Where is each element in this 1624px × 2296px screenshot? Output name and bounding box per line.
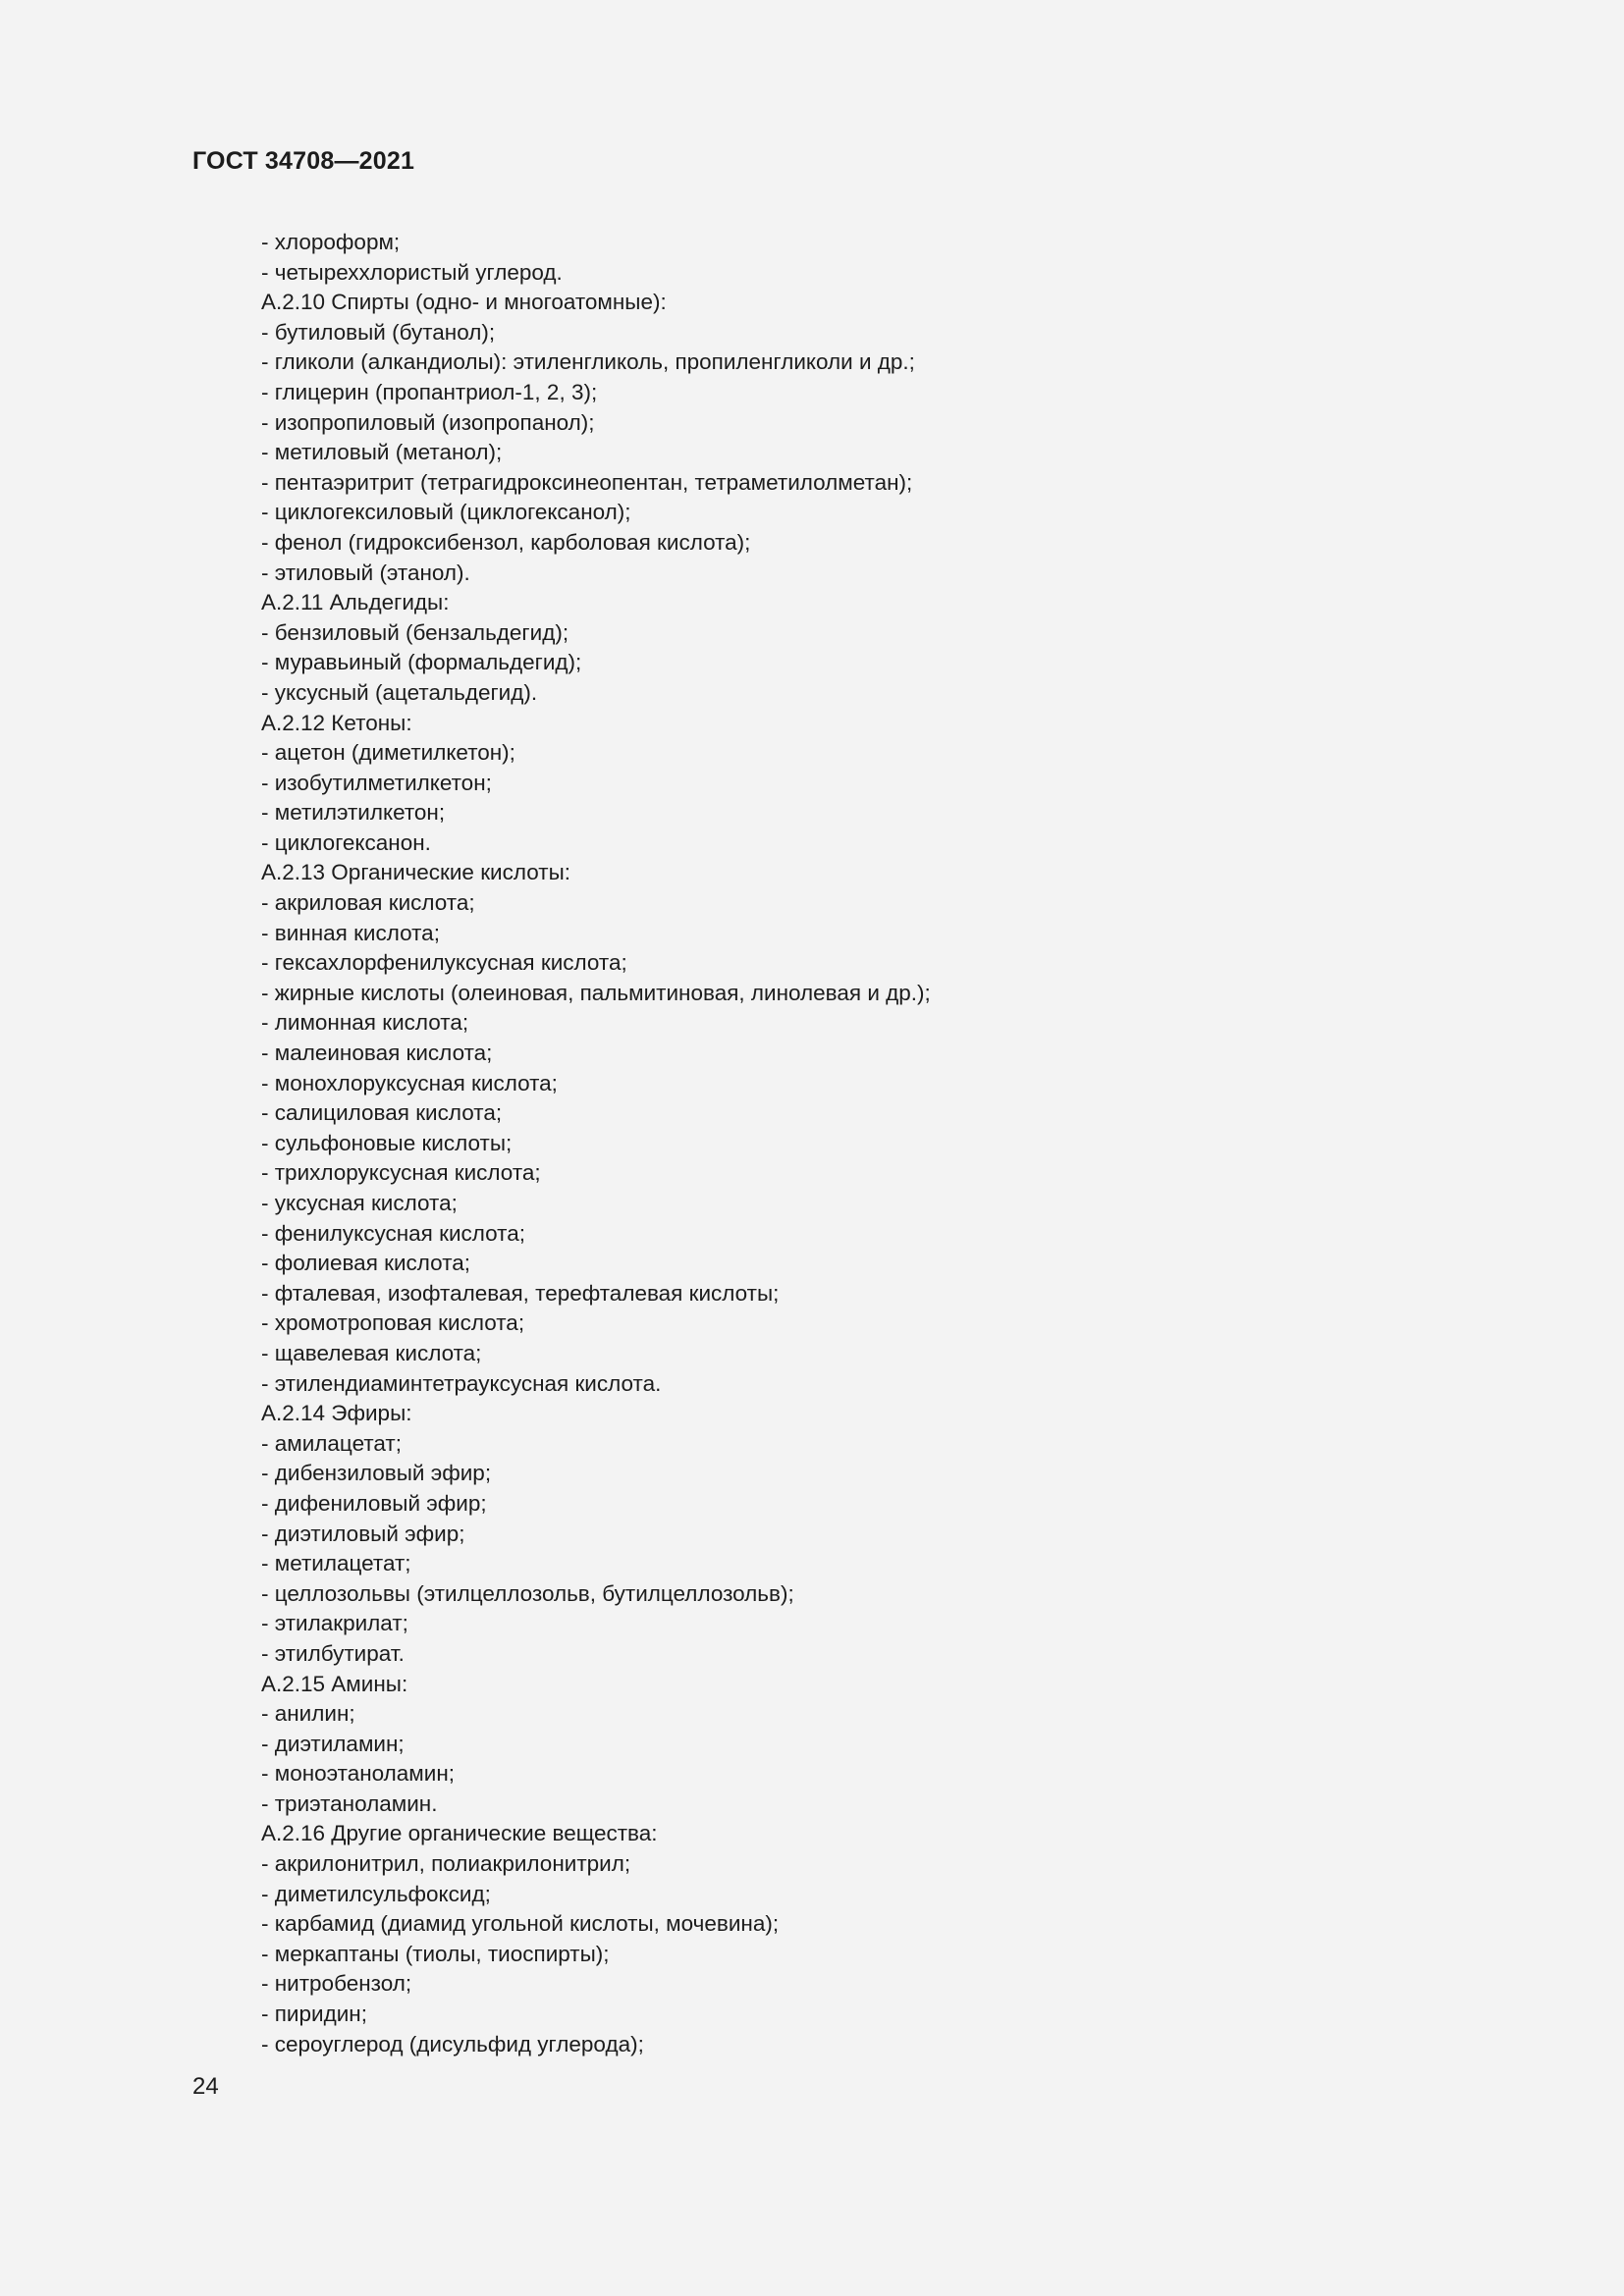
list-item: - изопропиловый (изопропанол); <box>261 409 595 435</box>
list-item: - фолиевая кислота; <box>261 1251 471 1276</box>
list-item: - уксусная кислота; <box>261 1191 458 1215</box>
list-item: - этиловый (этанол). <box>261 560 470 585</box>
list-item: - метилацетат; <box>261 1551 411 1576</box>
list-item: - уксусный (ацетальдегид). <box>261 679 538 705</box>
section-heading: А.2.12 Кетоны: <box>261 710 412 735</box>
list-item: - циклогексанон. <box>261 829 431 855</box>
list-item: - целлозольвы (этилцеллозольв, бутилцеллозольв); <box>261 1580 794 1606</box>
list-item: - карбамид (диамид угольной кислоты, мочевина); <box>261 1911 780 1937</box>
list-item: - трихлоруксусная кислота; <box>261 1160 541 1186</box>
list-item: - гексахлорфенилуксусная кислота; <box>261 950 627 976</box>
list-item: - ацетон (диметилкетон); <box>261 740 515 766</box>
list-item: - винная кислота; <box>261 920 440 945</box>
list-item: - этилендиаминтетрауксусная кислота. <box>261 1370 662 1396</box>
list-item: - жирные кислоты (олеиновая, пальмитиновая, линолевая и др.); <box>261 980 931 1005</box>
list-item: - диметилсульфоксид; <box>261 1881 491 1906</box>
list-item: - фталевая, изофталевая, терефталевая кислоты; <box>261 1280 780 1306</box>
section-heading: А.2.11 Альдегиды: <box>261 590 450 615</box>
list-item: - бензиловый (бензальдегид); <box>261 619 569 645</box>
list-item: - этилакрилат; <box>261 1611 408 1636</box>
list-item: - гликоли (алкандиолы): этиленгликоль, пропиленгликоли и др.; <box>261 349 915 375</box>
list-item: - фенилуксусная кислота; <box>261 1220 525 1246</box>
list-item: - амилацетат; <box>261 1430 402 1456</box>
list-item: - анилин; <box>261 1701 355 1727</box>
list-item: - монохлоруксусная кислота; <box>261 1070 558 1095</box>
page-number: 24 <box>192 2073 219 2100</box>
list-item: - меркаптаны (тиолы, тиоспирты); <box>261 1941 610 1966</box>
list-item: - акрилонитрил, полиакрилонитрил; <box>261 1851 631 1877</box>
list-item: - моноэтаноламин; <box>261 1761 456 1787</box>
list-item: - дибензиловый эфир; <box>261 1461 492 1486</box>
list-item: - циклогексиловый (циклогексанол); <box>261 500 631 525</box>
list-item: - малеиновая кислота; <box>261 1041 493 1066</box>
list-item: - триэтаноламин. <box>261 1790 438 1816</box>
document-body <box>261 228 1489 2059</box>
list-item: - акриловая кислота; <box>261 890 475 916</box>
list-item: - хлороформ; <box>261 230 401 254</box>
list-item: - сероуглерод (дисульфид углерода); <box>261 2031 644 2056</box>
list-item: - пиридин; <box>261 2002 367 2027</box>
document-header: ГОСТ 34708—2021 <box>192 147 415 175</box>
section-heading: А.2.13 Органические кислоты: <box>261 860 570 885</box>
list-item: - диэтиламин; <box>261 1731 405 1756</box>
list-item: - сульфоновые кислоты; <box>261 1130 513 1155</box>
section-heading: А.2.14 Эфиры: <box>261 1401 412 1426</box>
list-item: - дифениловый эфир; <box>261 1490 487 1516</box>
section-heading: А.2.10 Спирты (одно- и многоатомные): <box>261 290 667 315</box>
list-item: - изобутилметилкетон; <box>261 770 492 795</box>
list-item: - четыреххлористый углерод. <box>261 259 563 285</box>
list-item: - щавелевая кислота; <box>261 1340 482 1365</box>
section-heading: А.2.16 Другие органические вещества: <box>261 1821 658 1846</box>
list-item: - хромотроповая кислота; <box>261 1310 525 1336</box>
list-item: - муравьиный (формальдегид); <box>261 650 582 675</box>
list-item: - нитробензол; <box>261 1971 412 1997</box>
list-item: - глицерин (пропантриол-1, 2, 3); <box>261 379 598 404</box>
list-item: - лимонная кислота; <box>261 1010 469 1036</box>
section-heading: А.2.15 Амины: <box>261 1671 408 1696</box>
list-item: - этилбутират. <box>261 1640 405 1666</box>
list-item: - бутиловый (бутанол); <box>261 319 496 345</box>
list-item: - фенол (гидроксибензол, карболовая кислота); <box>261 529 751 555</box>
list-item: - метилэтилкетон; <box>261 800 446 826</box>
list-item: - метиловый (метанол); <box>261 440 503 465</box>
list-item: - салициловая кислота; <box>261 1100 503 1126</box>
list-item: - диэтиловый эфир; <box>261 1521 465 1546</box>
list-item: - пентаэритрит (тетрагидроксинеопентан, тетраметилолметан); <box>261 469 913 495</box>
